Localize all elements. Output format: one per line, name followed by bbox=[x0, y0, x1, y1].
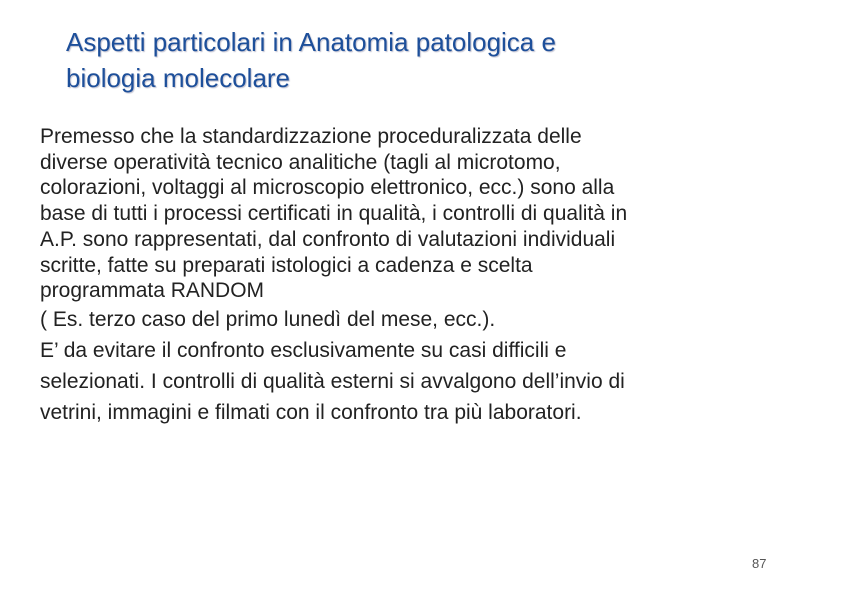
body-line: scritte, fatte su preparati istologici a cadenza e scelta bbox=[40, 253, 533, 277]
body-line: ( Es. terzo caso del primo lunedì del mese, ecc.). bbox=[40, 307, 496, 331]
slide-body bbox=[40, 124, 810, 428]
body-line: vetrini, immagini e filmati con il confronto tra più laboratori. bbox=[40, 400, 582, 424]
body-line: Premesso che la standardizzazione proceduralizzata delle bbox=[40, 125, 582, 148]
body-line: base di tutti i processi certificati in qualità, i controlli di qualità in bbox=[40, 202, 628, 226]
body-line: A.P. sono rappresentati, dal confronto di valutazioni individuali bbox=[40, 227, 616, 251]
page-number: 87 bbox=[752, 556, 767, 571]
body-line: selezionati. I controlli di qualità esterni si avvalgono dell’invio di bbox=[40, 369, 625, 393]
body-paragraph-examples bbox=[40, 304, 810, 428]
body-line: diverse operatività tecnico analitiche (tagli al microtomo, bbox=[40, 150, 561, 174]
slide-title bbox=[66, 24, 766, 96]
slide-title-line: Aspetti particolari in Anatomia patologica e bbox=[66, 27, 556, 57]
body-paragraph-premise bbox=[40, 124, 810, 304]
body-line: programmata RANDOM bbox=[40, 279, 265, 303]
slide-title-line: biologia molecolare bbox=[66, 63, 291, 93]
body-line: colorazioni, voltaggi al microscopio elettronico, ecc.) sono alla bbox=[40, 176, 615, 200]
body-line: E’ da evitare il confronto esclusivamente su casi difficili e bbox=[40, 338, 567, 362]
